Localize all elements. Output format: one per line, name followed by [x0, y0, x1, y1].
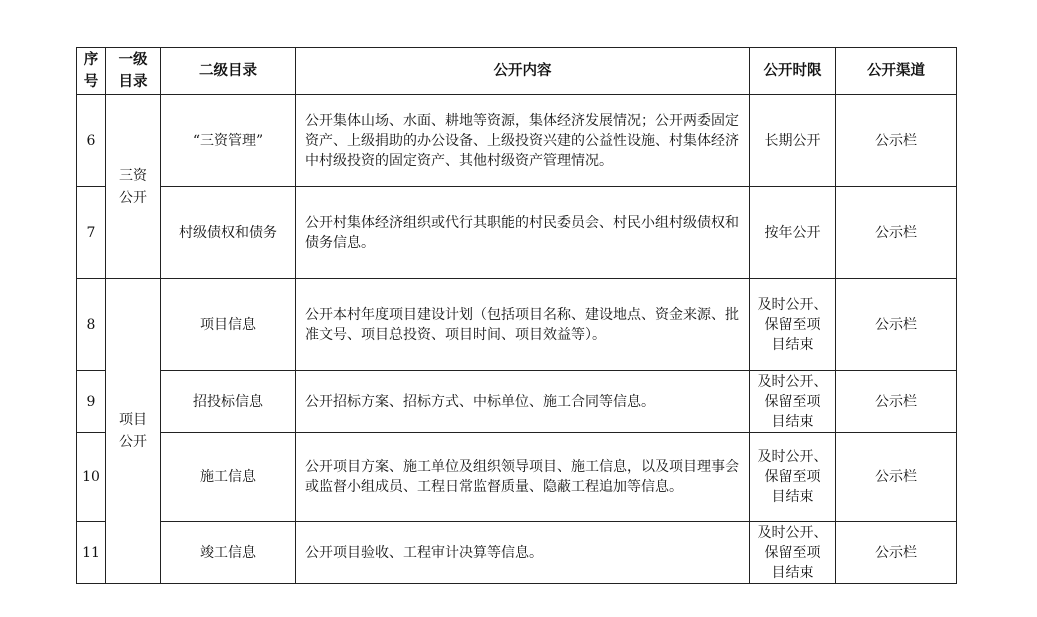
table-row: [77, 522, 957, 584]
row-channel: 公示栏: [836, 522, 957, 584]
header-content: 公开内容: [296, 48, 750, 95]
row-level2: 村级债权和债务: [161, 187, 296, 279]
row-level2: 项目信息: [161, 279, 296, 371]
row-content: 公开村集体经济组织或代行其职能的村民委员会、村民小组村级债权和债务信息。: [296, 187, 750, 279]
row-no: 11: [77, 522, 106, 584]
disclosure-table: [76, 47, 957, 584]
row-channel: 公示栏: [836, 433, 957, 522]
row-level2: 竣工信息: [161, 522, 296, 584]
row-no: 6: [77, 95, 106, 187]
table-row: [77, 371, 957, 433]
row-level2: “三资管理”: [161, 95, 296, 187]
group-cell-projects: 项目 公开: [106, 279, 161, 584]
row-channel: 公示栏: [836, 95, 957, 187]
row-level2: 施工信息: [161, 433, 296, 522]
header-channel: 公开渠道: [836, 48, 957, 95]
row-content: 公开项目方案、施工单位及组织领导项目、施工信息，以及项目理事会或监督小组成员、工程日常监督质量、隐蔽工程追加等信息。: [296, 433, 750, 522]
table-row: [77, 279, 957, 371]
table-row: [77, 95, 957, 187]
row-channel: 公示栏: [836, 279, 957, 371]
header-level1: 一级 目录: [106, 48, 161, 95]
header-no: 序 号: [77, 48, 106, 95]
table-row: [77, 433, 957, 522]
row-period: 及时公开、 保留至项 目结束: [750, 371, 836, 433]
row-period: 及时公开、 保留至项 目结束: [750, 433, 836, 522]
group-cell-assets: 三资 公开: [106, 95, 161, 279]
row-period: 及时公开、 保留至项 目结束: [750, 522, 836, 584]
row-channel: 公示栏: [836, 187, 957, 279]
row-no: 8: [77, 279, 106, 371]
row-channel: 公示栏: [836, 371, 957, 433]
row-no: 10: [77, 433, 106, 522]
header-row: [77, 48, 957, 95]
row-content: 公开集体山场、水面、耕地等资源，集体经济发展情况；公开两委固定资产、上级捐助的办公设备、上级投资兴建的公益性设施、村集体经济中村级投资的固定资产、其他村级资产管理情况。: [296, 95, 750, 187]
row-period: 长期公开: [750, 95, 836, 187]
header-level2: 二级目录: [161, 48, 296, 95]
header-period: 公开时限: [750, 48, 836, 95]
row-period: 按年公开: [750, 187, 836, 279]
row-content: 公开本村年度项目建设计划（包括项目名称、建设地点、资金来源、批准文号、项目总投资、项目时间、项目效益等）。: [296, 279, 750, 371]
row-no: 7: [77, 187, 106, 279]
row-content: 公开招标方案、招标方式、中标单位、施工合同等信息。: [296, 371, 750, 433]
row-content: 公开项目验收、工程审计决算等信息。: [296, 522, 750, 584]
row-period: 及时公开、 保留至项 目结束: [750, 279, 836, 371]
row-level2: 招投标信息: [161, 371, 296, 433]
row-no: 9: [77, 371, 106, 433]
table-row: [77, 187, 957, 279]
